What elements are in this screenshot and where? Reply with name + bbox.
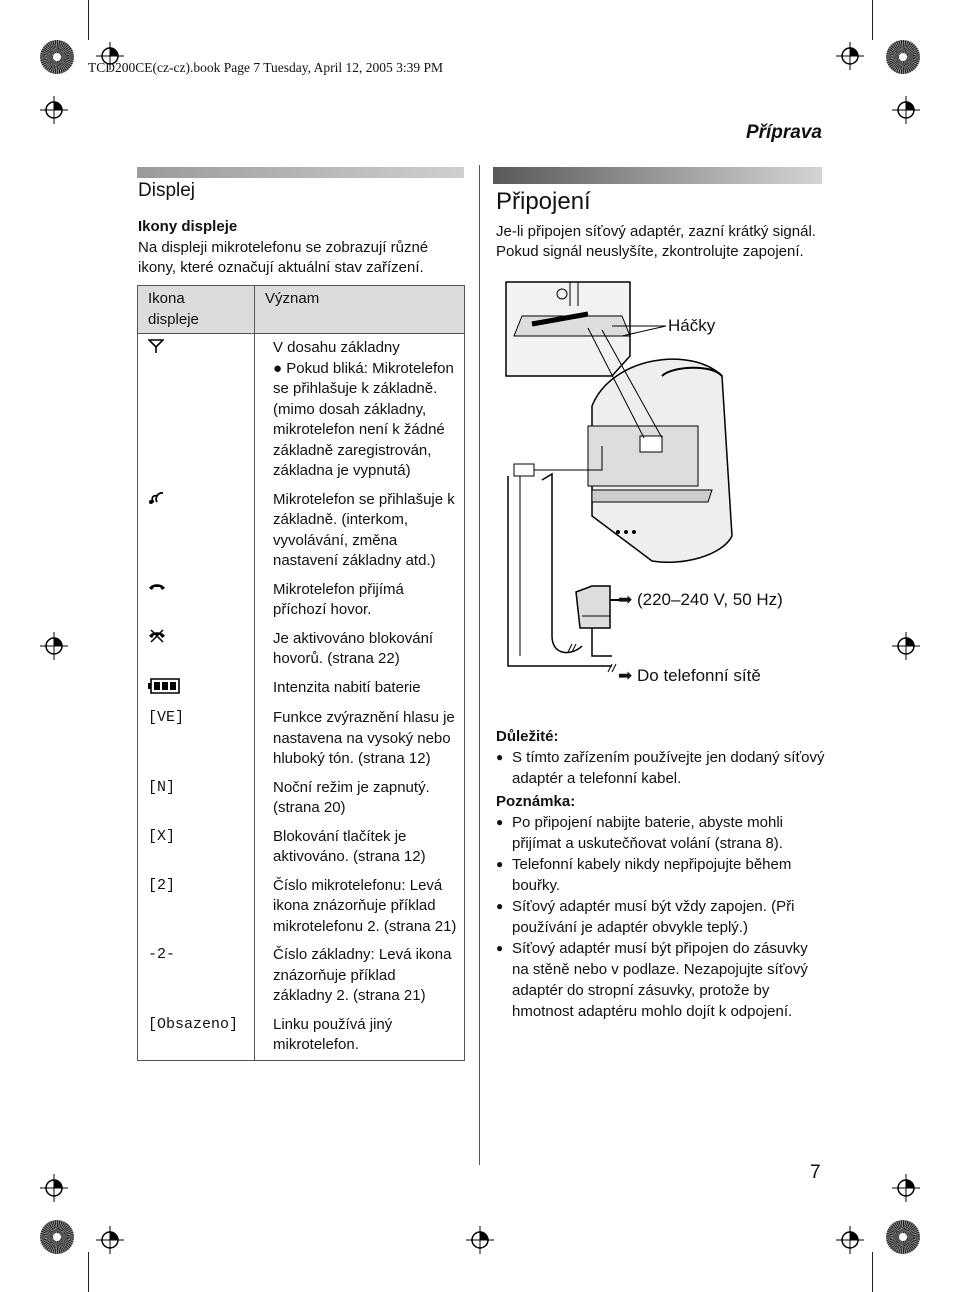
signal-waves-icon bbox=[148, 490, 168, 506]
note-list bbox=[496, 812, 826, 1022]
table-row bbox=[138, 823, 465, 872]
icon-cell bbox=[138, 576, 255, 625]
arrow-right-icon: ➡ bbox=[618, 590, 633, 609]
meaning-cell: V dosahu základny ● Pokud bliká: Mikrotelefon se přihlašuje k základně. (mimo dosah základny, mikrotelefon není k žádné základně zaregistrován, základna je vypnutá) bbox=[255, 334, 465, 486]
icon-cell bbox=[138, 625, 255, 674]
notes-block bbox=[496, 726, 826, 1024]
book-header-line: TCD200CE(cz-cz).book Page 7 Tuesday, April 12, 2005 3:39 PM bbox=[88, 60, 443, 75]
right-header-rule bbox=[493, 167, 822, 184]
table-row bbox=[138, 704, 465, 774]
icons-subheading: Ikony displeje bbox=[138, 218, 238, 235]
note-item: ● Síťový adaptér musí být připojen do zásuvky na stěně nebo v podlaze. Nezapojujte síťový adaptér do stropní zásuvky, protože by hmotnost adaptéru mohlo dojít k odpojení. bbox=[496, 938, 826, 1022]
note-item: ● Po připojení nabijte baterie, abyste mohli přijímat a uskutečňovat volání (strana 8). bbox=[496, 812, 826, 854]
meaning-cell: Funkce zvýraznění hlasu je nastavena na vysoký nebo hluboký tón. (strana 12) bbox=[255, 704, 465, 774]
table-row bbox=[138, 625, 465, 674]
left-header-rule bbox=[137, 167, 464, 178]
crop-mark bbox=[872, 1252, 873, 1292]
note-heading: Poznámka: bbox=[496, 793, 576, 810]
antenna-icon bbox=[148, 338, 164, 354]
registration-crosshair-icon bbox=[892, 632, 920, 660]
registration-disc-icon bbox=[886, 1220, 920, 1254]
table-row bbox=[138, 576, 465, 625]
icon-code: [N] bbox=[138, 774, 255, 823]
meaning-cell: Noční režim je zapnutý. (strana 20) bbox=[255, 774, 465, 823]
icon-code: -2- bbox=[138, 941, 255, 1011]
registration-crosshair-icon bbox=[40, 632, 68, 660]
crop-mark bbox=[88, 1252, 89, 1292]
hooks-label: Háčky bbox=[668, 316, 716, 335]
meaning-cell: Mikrotelefon přijímá příchozí hovor. bbox=[255, 576, 465, 625]
table-row bbox=[138, 486, 465, 576]
registration-crosshair-icon bbox=[96, 1226, 124, 1254]
important-list bbox=[496, 747, 826, 789]
displej-heading: Displej bbox=[138, 180, 196, 201]
base-unit-illustration bbox=[492, 276, 832, 696]
registration-crosshair-icon bbox=[40, 96, 68, 124]
table-row bbox=[138, 674, 465, 705]
icon-cell bbox=[138, 674, 255, 705]
meaning-cell: Číslo mikrotelefonu: Levá ikona znázorňuje příklad mikrotelefonu 2. (strana 21) bbox=[255, 872, 465, 942]
connection-heading: Připojení bbox=[496, 188, 591, 215]
table-row bbox=[138, 872, 465, 942]
table-row bbox=[138, 941, 465, 1011]
registration-disc-icon bbox=[40, 1220, 74, 1254]
call-block-icon bbox=[148, 629, 166, 643]
important-heading: Důležité: bbox=[496, 728, 559, 745]
battery-icon bbox=[148, 678, 182, 694]
connection-intro: Je-li připojen síťový adaptér, zazní krátký signál. Pokud signál neuslyšíte, zkontrolujte zapojení. bbox=[496, 223, 816, 260]
handset-icon bbox=[148, 582, 166, 594]
note-item: ● Telefonní kabely nikdy nepřipojujte během bouřky. bbox=[496, 854, 826, 896]
meaning-cell: Blokování tlačítek je aktivováno. (strana 12) bbox=[255, 823, 465, 872]
icons-intro: Na displeji mikrotelefonu se zobrazují různé ikony, které označují aktuální stav zařízení. bbox=[138, 239, 429, 276]
crop-mark bbox=[88, 0, 89, 40]
icon-cell bbox=[138, 334, 255, 486]
table-row bbox=[138, 774, 465, 823]
table-row bbox=[138, 334, 465, 486]
table-header-icon: Ikona displeje bbox=[138, 286, 255, 334]
meaning-cell: Linku používá jiný mikrotelefon. bbox=[255, 1011, 465, 1061]
registration-disc-icon bbox=[886, 40, 920, 74]
icon-code: [Obsazeno] bbox=[138, 1011, 255, 1061]
meaning-cell: Číslo základny: Levá ikona znázorňuje příklad základny 2. (strana 21) bbox=[255, 941, 465, 1011]
column-divider bbox=[479, 165, 480, 1165]
table-row bbox=[138, 1011, 465, 1061]
power-label: ➡ (220–240 V, 50 Hz) bbox=[618, 590, 783, 609]
icon-cell bbox=[138, 486, 255, 576]
note-item: ● Síťový adaptér musí být vždy zapojen. (Při používání je adaptér obvykle teplý.) bbox=[496, 896, 826, 938]
registration-crosshair-icon bbox=[836, 1226, 864, 1254]
section-label: Příprava bbox=[745, 122, 822, 143]
meaning-cell: Mikrotelefon se přihlašuje k základně. (interkom, vyvolávání, změna nastavení základny atd.) bbox=[255, 486, 465, 576]
arrow-right-icon: ➡ bbox=[618, 666, 633, 685]
registration-crosshair-icon bbox=[40, 1174, 68, 1202]
page-number: 7 bbox=[810, 1162, 821, 1183]
phone-line-label: ➡ Do telefonní sítě bbox=[618, 666, 761, 685]
connection-diagram bbox=[492, 276, 832, 696]
table-header-meaning: Význam bbox=[255, 286, 465, 334]
registration-disc-icon bbox=[40, 40, 74, 74]
icon-code: [VE] bbox=[138, 704, 255, 774]
display-icons-table bbox=[137, 285, 465, 1061]
meaning-cell: Je aktivováno blokování hovorů. (strana 22) bbox=[255, 625, 465, 674]
important-item: ● S tímto zařízením používejte jen dodaný síťový adaptér a telefonní kabel. bbox=[496, 747, 826, 789]
registration-crosshair-icon bbox=[466, 1226, 494, 1254]
registration-crosshair-icon bbox=[892, 1174, 920, 1202]
crop-mark bbox=[872, 0, 873, 40]
registration-crosshair-icon bbox=[836, 42, 864, 70]
icon-code: [2] bbox=[138, 872, 255, 942]
icon-code: [X] bbox=[138, 823, 255, 872]
registration-crosshair-icon bbox=[892, 96, 920, 124]
meaning-cell: Intenzita nabití baterie bbox=[255, 674, 465, 705]
